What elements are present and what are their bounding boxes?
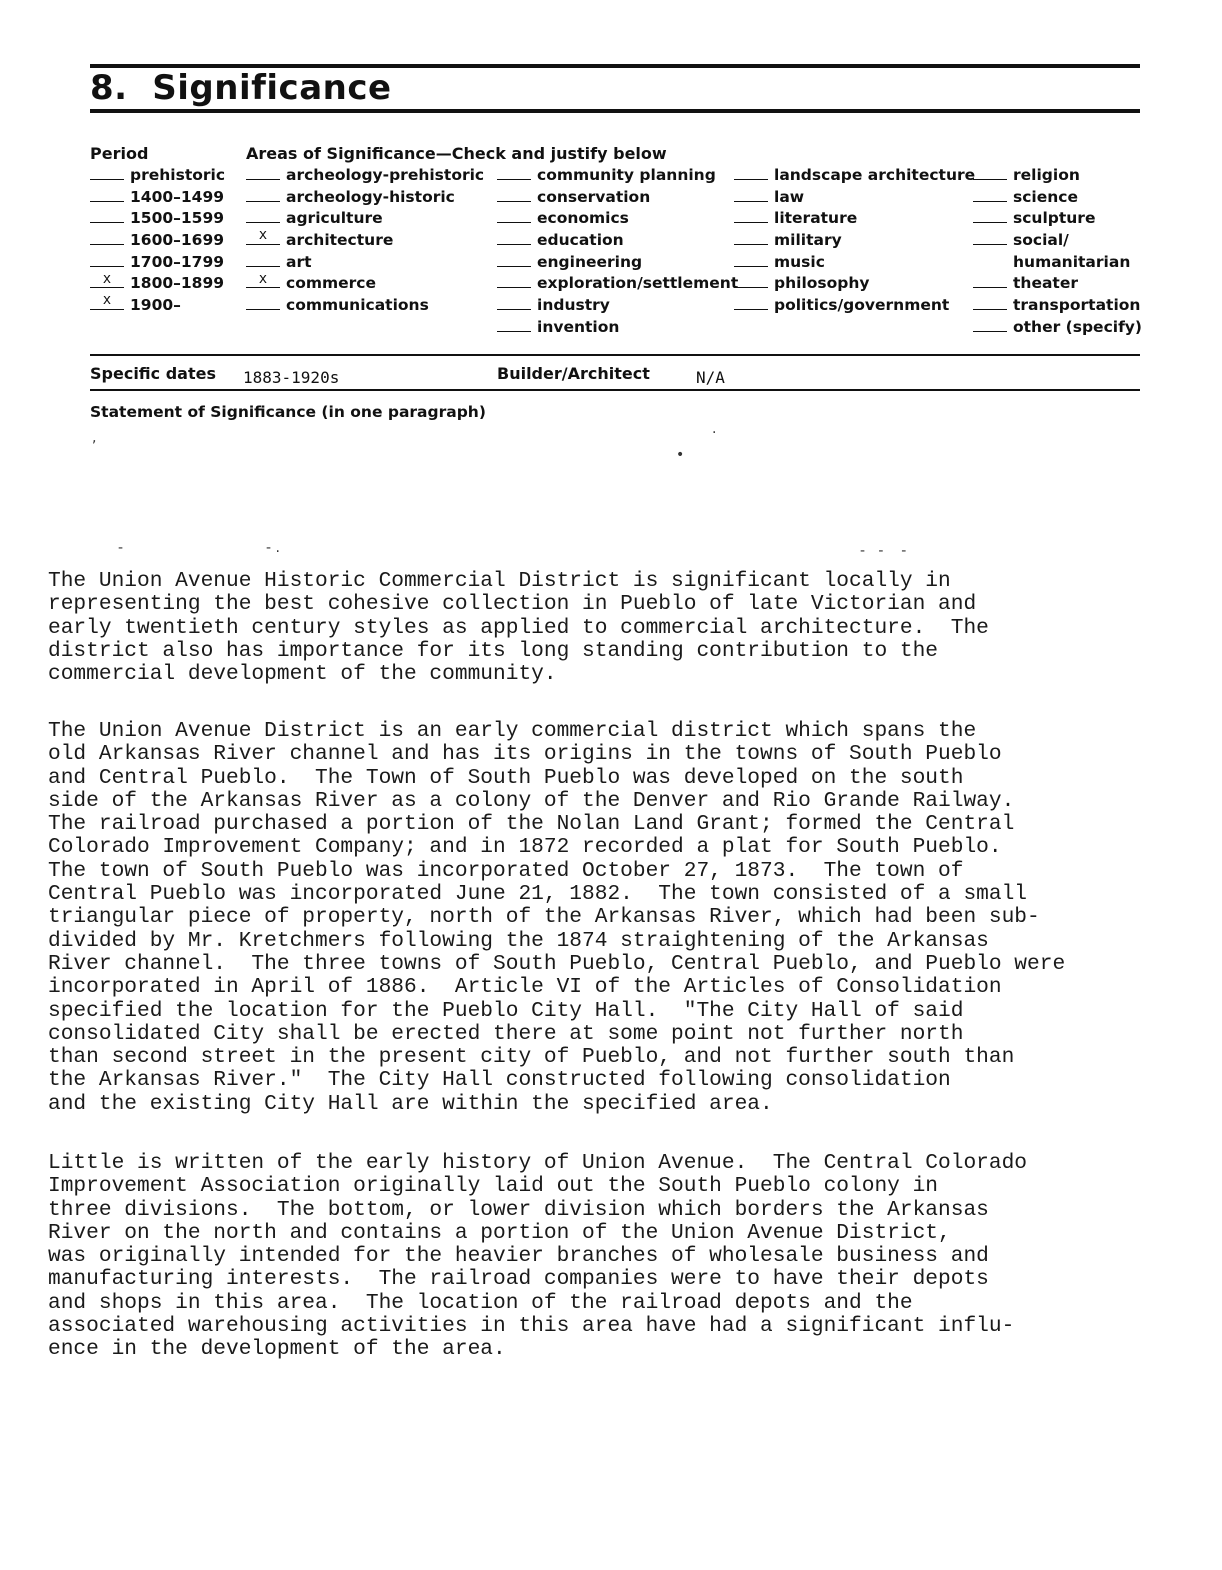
checklist-label: archeology-prehistoric — [286, 166, 485, 184]
checklist-label: engineering — [537, 252, 643, 271]
period-column — [90, 143, 225, 317]
checklist-item — [973, 317, 1142, 339]
check-mark: x — [258, 227, 268, 244]
dates-rule — [90, 389, 1140, 391]
checklist-item — [973, 273, 1142, 295]
checklist-label: art — [286, 252, 312, 271]
check-blank — [246, 227, 280, 245]
checklist-label: 1800–1899 — [130, 274, 225, 293]
checklist-label: community planning — [537, 166, 716, 184]
checklist-label: architecture — [286, 231, 394, 250]
check-mark: x — [258, 270, 268, 287]
check-blank — [734, 230, 768, 245]
checklist-label: 1500–1599 — [130, 209, 225, 228]
check-blank — [497, 252, 531, 267]
scan-speck: • — [676, 447, 685, 463]
check-blank — [90, 252, 124, 267]
check-blank — [497, 273, 531, 288]
checklist-item — [734, 295, 975, 317]
check-blank — [734, 165, 768, 180]
areas-list-4 — [973, 165, 1142, 339]
paragraph-line: River on the north and contains a portion of the Union Avenue District, — [48, 1220, 951, 1245]
paragraph-line: ence in the development of the area. — [48, 1337, 506, 1362]
paragraph-line: early twentieth century styles as applied to commercial architecture. The — [48, 615, 989, 640]
checklist-label: sculpture — [1013, 209, 1096, 228]
period-heading: Period — [90, 144, 149, 163]
statement-heading: Statement of Significance (in one paragraph) — [90, 403, 486, 421]
checklist-rule — [90, 354, 1140, 356]
paragraph-line: Colorado Improvement Company; and in 1872 recorded a plat for South Pueblo. — [48, 835, 1002, 860]
checklist-item — [497, 317, 738, 339]
paragraph-line: district also has importance for its long standing contribution to the — [48, 638, 939, 663]
checklist-label: 1600–1699 — [130, 231, 225, 250]
checklist-label: exploration/settlement — [537, 274, 739, 293]
paragraph-line: the Arkansas River." The City Hall constructed following consolidation — [48, 1068, 951, 1093]
paragraph-line: Central Pueblo was incorporated June 21, 1882. The town consisted of a small — [48, 882, 1028, 907]
specific-dates-label: Specific dates — [90, 364, 216, 383]
checklist-label: humanitarian — [1013, 252, 1131, 271]
paragraph-line: The railroad purchased a portion of the Nolan Land Grant; formed the Central — [48, 812, 1015, 837]
builder-value: N/A — [696, 368, 725, 387]
check-blank — [973, 273, 1007, 288]
paragraph-line: triangular piece of property, north of the Arkansas River, which had been sub- — [48, 905, 1040, 930]
paragraph-line: Little is written of the early history of Union Avenue. The Central Colorado — [48, 1151, 1028, 1175]
check-blank — [734, 273, 768, 288]
checklist-label: prehistoric — [130, 166, 226, 184]
builder-label: Builder/Architect — [497, 364, 650, 383]
checklist-item — [90, 187, 225, 209]
paragraph-line: was originally intended for the heavier branches of wholesale business and — [48, 1244, 989, 1269]
check-blank — [90, 208, 124, 223]
check-blank — [973, 317, 1007, 332]
checklist-item — [973, 208, 1142, 230]
check-blank — [90, 165, 124, 180]
check-blank — [734, 295, 768, 310]
checklist-item — [973, 230, 1142, 252]
scan-speck: · — [712, 425, 717, 441]
statement-paragraph-2 — [48, 720, 1065, 1116]
checklist-item — [497, 295, 738, 317]
checklist-label: music — [774, 252, 825, 271]
check-blank — [246, 165, 280, 180]
scan-speck: - . — [266, 540, 280, 556]
paragraph-line: than second street in the present city of Pueblo, and not further south than — [48, 1045, 1015, 1070]
check-blank — [973, 165, 1007, 180]
checklist-item — [973, 252, 1142, 274]
paragraph-line: old Arkansas River channel and has its origins in the towns of South Pueblo — [48, 742, 1002, 767]
statement-paragraph-3 — [48, 1152, 1027, 1362]
check-blank — [90, 187, 124, 202]
section-number: 8. — [90, 68, 128, 108]
checklist-label: religion — [1013, 166, 1080, 184]
checklist-item — [497, 252, 738, 274]
scan-speck: - - - — [860, 543, 907, 559]
checklist-label: military — [774, 231, 842, 250]
checklist-item — [497, 273, 738, 295]
check-blank — [246, 208, 280, 223]
checklist-label: commerce — [286, 274, 376, 293]
check-blank — [497, 165, 531, 180]
checklist-item — [497, 230, 738, 252]
checklist-label: agriculture — [286, 209, 383, 228]
check-blank — [497, 230, 531, 245]
checklist-label: landscape architecture — [774, 166, 976, 184]
specific-dates-value: 1883-1920s — [243, 368, 340, 387]
check-blank — [246, 252, 280, 267]
checklist-item — [734, 273, 975, 295]
section-name: Significance — [152, 68, 392, 108]
checklist-label: social/ — [1013, 231, 1069, 250]
checklist-label: invention — [537, 317, 620, 336]
checklist-item — [90, 208, 225, 230]
check-blank — [973, 208, 1007, 223]
checklist-label: economics — [537, 209, 629, 228]
check-blank — [246, 295, 280, 310]
checklist-label: 1400–1499 — [130, 187, 225, 206]
areas-column-3 — [734, 143, 975, 317]
checklist-item — [973, 295, 1142, 317]
paragraph-line: and Central Pueblo. The Town of South Pueblo was developed on the south — [48, 765, 964, 790]
checklist-label: politics/government — [774, 296, 950, 315]
paragraph-line: divided by Mr. Kretchmers following the 1874 straightening of the Arkansas — [48, 928, 989, 953]
check-blank — [973, 230, 1007, 245]
checklist-label: communications — [286, 296, 429, 315]
paragraph-line: incorporated in April of 1886. Article VI of the Articles of Consolidation — [48, 975, 1002, 1000]
section-title — [90, 68, 392, 108]
checklist-item — [734, 208, 975, 230]
period-list — [90, 165, 225, 317]
check-blank — [497, 187, 531, 202]
checklist-item — [90, 292, 225, 317]
statement-paragraph-1 — [48, 570, 989, 686]
checklist-label: 1700–1799 — [130, 252, 225, 271]
areas-list-2 — [497, 165, 738, 339]
areas-column-2 — [497, 143, 738, 339]
title-rule — [90, 109, 1140, 113]
paragraph-line: specified the location for the Pueblo City Hall. "The City Hall of said — [48, 998, 964, 1023]
checklist-item — [90, 165, 225, 187]
paragraph-line: side of the Arkansas River as a colony of the Denver and Rio Grande Railway. — [48, 788, 1015, 813]
checklist-label: archeology-historic — [286, 187, 455, 206]
check-blank — [90, 270, 124, 288]
checklist-item — [734, 187, 975, 209]
checklist-label: education — [537, 231, 624, 250]
paragraph-line: representing the best cohesive collection in Pueblo of late Victorian and — [48, 592, 977, 617]
checklist-item — [973, 165, 1142, 187]
checklist-item — [497, 187, 738, 209]
checklist-label: 1900– — [130, 296, 181, 315]
paragraph-line: River channel. The three towns of South Pueblo, Central Pueblo, and Pueblo were — [48, 951, 1066, 976]
paragraph-line: Improvement Association originally laid out the South Pueblo colony in — [48, 1174, 939, 1199]
checklist-label: law — [774, 187, 805, 206]
check-blank — [734, 208, 768, 223]
paragraph-line: manufacturing interests. The railroad companies were to have their depots — [48, 1267, 989, 1292]
checklist-item — [973, 187, 1142, 209]
check-blank — [734, 252, 768, 267]
check-blank — [246, 270, 280, 288]
checklist-label: other (specify) — [1013, 317, 1142, 336]
check-mark: x — [102, 270, 112, 287]
paragraph-line: The Union Avenue Historic Commercial District is significant locally in — [48, 569, 951, 593]
check-blank — [497, 295, 531, 310]
checklist-label: industry — [537, 296, 610, 315]
paragraph-line: and the existing City Hall are within the specified area. — [48, 1091, 773, 1116]
areas-heading: Areas of Significance—Check and justify below — [246, 144, 667, 163]
checklist-item — [497, 208, 738, 230]
check-blank — [246, 187, 280, 202]
checklist-item — [734, 252, 975, 274]
paragraph-line: and shops in this area. The location of the railroad depots and the — [48, 1290, 913, 1315]
check-blank — [90, 230, 124, 245]
paragraph-line: The Union Avenue District is an early commercial district which spans the — [48, 719, 977, 743]
paragraph-line: commercial development of the community. — [48, 662, 557, 687]
checklist-label: transportation — [1013, 296, 1141, 315]
paragraph-line: consolidated City shall be erected there at some point not further north — [48, 1021, 964, 1046]
checklist-label: literature — [774, 209, 858, 228]
check-mark: x — [102, 292, 112, 309]
checklist-item — [497, 165, 738, 187]
areas-column-4 — [973, 143, 1142, 339]
paragraph-line: three divisions. The bottom, or lower division which borders the Arkansas — [48, 1197, 989, 1222]
checklist-item — [734, 230, 975, 252]
areas-list-3 — [734, 165, 975, 317]
checklist-label: science — [1013, 187, 1078, 206]
checklist-item — [734, 165, 975, 187]
check-blank — [734, 187, 768, 202]
scan-speck: - — [118, 540, 124, 556]
paragraph-line: The town of South Pueblo was incorporated October 27, 1873. The town of — [48, 858, 964, 883]
paragraph-line: associated warehousing activities in this area have had a significant influ- — [48, 1314, 1015, 1339]
scan-speck: , — [92, 430, 97, 446]
checklist-label: conservation — [537, 187, 651, 206]
check-blank — [497, 317, 531, 332]
checklist-label: philosophy — [774, 274, 870, 293]
checklist-item — [90, 230, 225, 252]
check-blank — [973, 295, 1007, 310]
check-blank — [497, 208, 531, 223]
check-blank — [973, 187, 1007, 202]
check-blank — [90, 292, 124, 310]
checklist-label: theater — [1013, 274, 1078, 293]
